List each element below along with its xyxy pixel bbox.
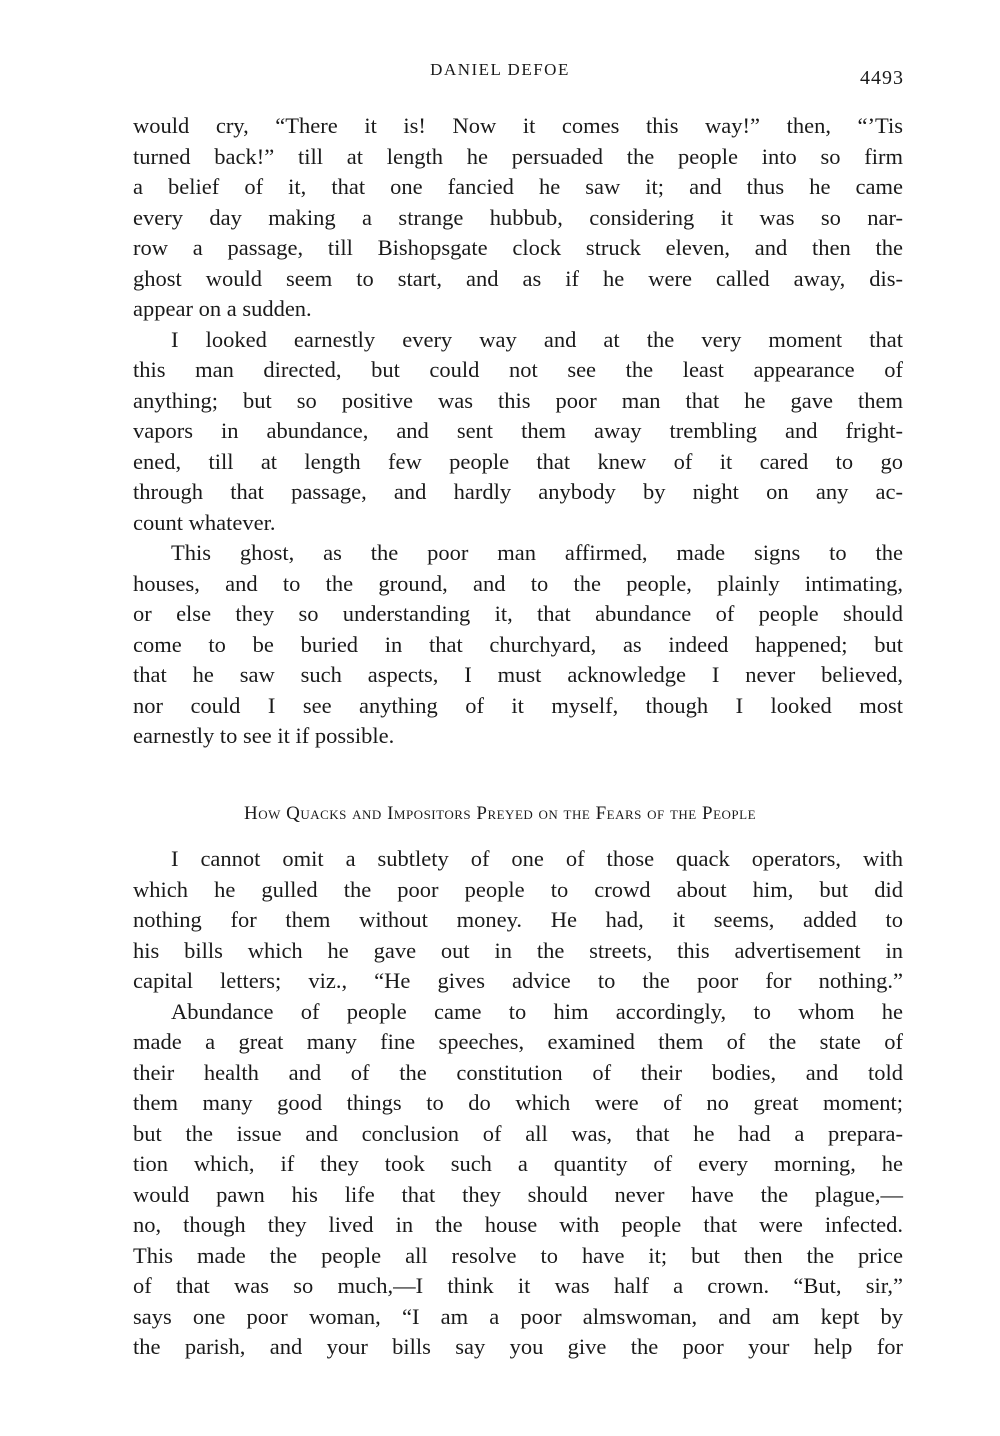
text-line: appear on a sudden.: [133, 296, 312, 321]
text-line: count whatever.: [133, 509, 276, 535]
text-line: made a great many fine speeches, examined them of the state of: [133, 1029, 903, 1054]
text-line: Abundance of people came to him accordingly, to whom he: [171, 998, 903, 1024]
text-line: no, though they lived in the house with people that were infected.: [133, 1212, 903, 1237]
text-line: I looked earnestly every way and at the very moment that: [171, 326, 903, 352]
paragraph: [133, 538, 903, 752]
section-heading: How Quacks and Impositors Preyed on the Fears of the People: [243, 803, 757, 824]
text-section-ghost: [133, 111, 903, 752]
text-line: or else they so understanding it, that abundance of people should: [133, 601, 903, 626]
text-line: vapors in abundance, and sent them away trembling and fright-: [133, 418, 903, 443]
text-line: would cry, “There it is! Now it comes this way!” then, “’Tis: [133, 113, 903, 138]
text-line: earnestly to see it if possible.: [133, 723, 395, 748]
text-line: this man directed, but could not see the least appearance of: [133, 357, 903, 382]
text-line: would pawn his life that they should never have the plague,—: [133, 1181, 903, 1207]
text-line: that he saw such aspects, I must acknowledge I never believed,: [133, 662, 903, 687]
text-line: ened, till at length few people that knew of it cared to go: [133, 448, 903, 474]
text-line: nothing for them without money. He had, it seems, added to: [133, 907, 903, 932]
text-line: a belief of it, that one fancied he saw it; and thus he came: [133, 174, 903, 199]
paragraph: [133, 997, 903, 1363]
text-line: says one poor woman, “I am a poor almswoman, and am kept by: [133, 1303, 903, 1329]
text-line: the parish, and your bills say you give the poor your help for: [133, 1334, 903, 1359]
text-line: their health and of the constitution of their bodies, and told: [133, 1059, 903, 1085]
text-line: ghost would seem to start, and as if he were called away, dis-: [133, 265, 903, 291]
text-line: but the issue and conclusion of all was, that he had a prepara-: [133, 1120, 903, 1146]
text-line: row a passage, till Bishopsgate clock struck eleven, and then the: [133, 235, 903, 260]
text-line: houses, and to the ground, and to the people, plainly intimating,: [133, 570, 903, 596]
text-line: This ghost, as the poor man affirmed, made signs to the: [171, 540, 903, 565]
text-line: This made the people all resolve to have it; but then the price: [133, 1242, 903, 1268]
text-line: I cannot omit a subtlety of one of those quack operators, with: [171, 846, 903, 871]
page-number: 4493: [860, 67, 904, 89]
paragraph: [133, 325, 903, 539]
text-line: every day making a strange hubbub, considering it was so nar-: [133, 204, 903, 230]
text-line: of that was so much,—I think it was half a crown. “But, sir,”: [133, 1273, 903, 1298]
text-line: his bills which he gave out in the streets, this advertisement in: [133, 937, 903, 963]
text-line: anything; but so positive was this poor man that he gave them: [133, 387, 903, 413]
text-line: capital letters; viz., “He gives advice to the poor for nothing.”: [133, 968, 903, 993]
text-line: turned back!” till at length he persuaded the people into so firm: [133, 143, 903, 169]
text-line: which he gulled the poor people to crowd about him, but did: [133, 876, 903, 902]
text-line: through that passage, and hardly anybody by night on any ac-: [133, 479, 903, 504]
running-title: DANIEL DEFOE: [430, 60, 570, 79]
paragraph: [133, 844, 903, 997]
text-line: nor could I see anything of it myself, though I looked most: [133, 692, 903, 718]
text-line: them many good things to do which were of no great moment;: [133, 1090, 903, 1115]
text-line: tion which, if they took such a quantity of every morning, he: [133, 1151, 903, 1176]
text-section-quacks: [133, 844, 903, 1363]
paragraph: [133, 111, 903, 325]
text-line: come to be buried in that churchyard, as indeed happened; but: [133, 631, 903, 657]
